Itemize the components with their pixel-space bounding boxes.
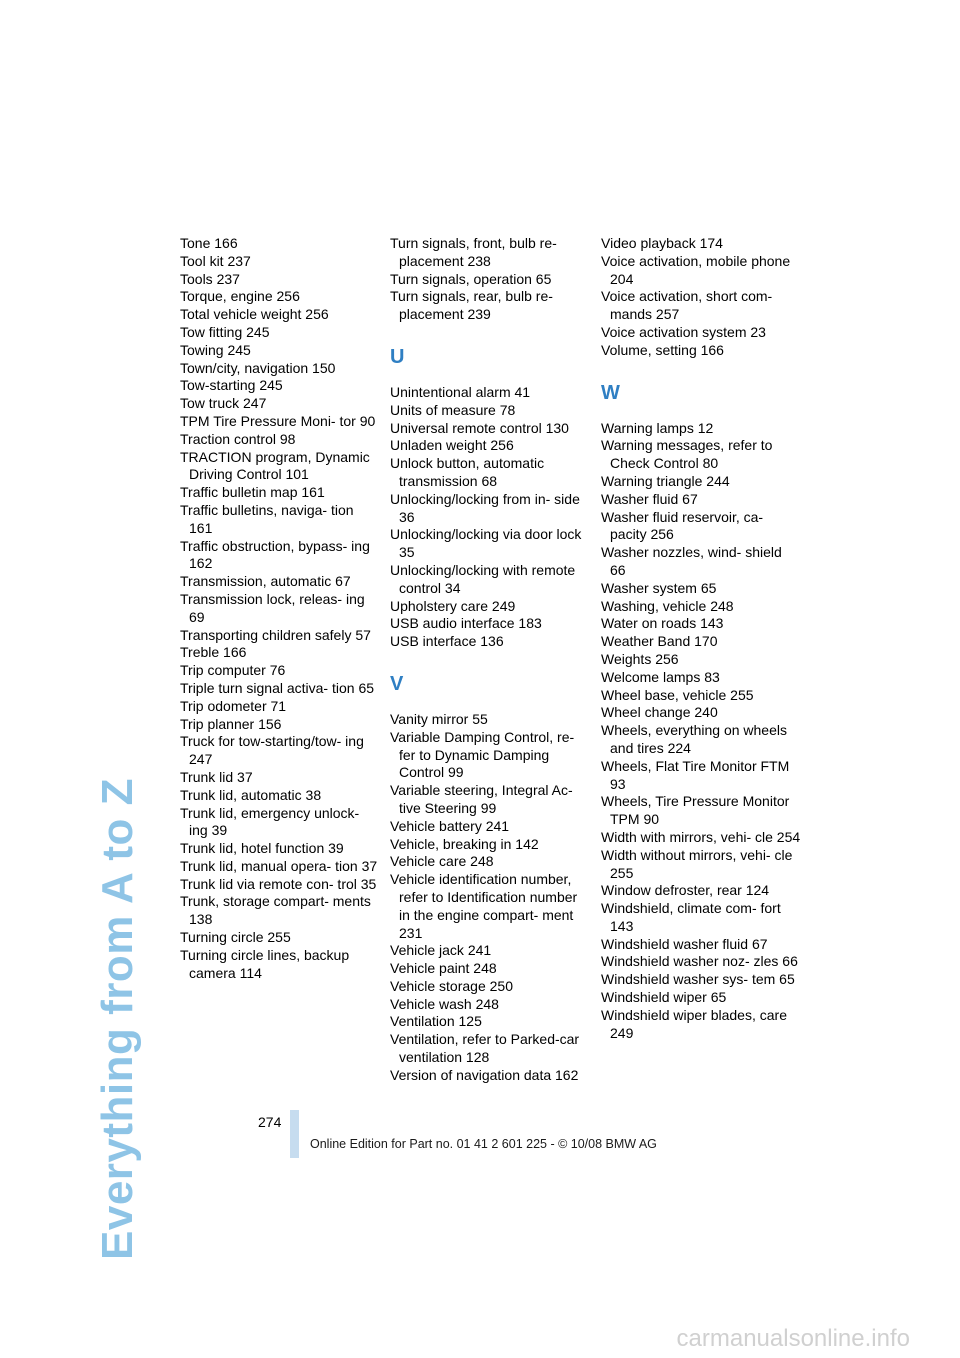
index-entry: Windshield washer fluid 67	[601, 935, 768, 952]
index-entry: Washer nozzles, wind- shield 66	[601, 544, 782, 578]
index-entry-list	[601, 235, 801, 360]
index-entry: Washer fluid reservoir, ca- pacity 256	[601, 508, 764, 543]
index-entry: Town/city, navigation 150	[180, 359, 336, 376]
index-entry: Traffic bulletins, naviga- tion 161	[180, 501, 354, 536]
index-entry: Transmission lock, releas- ing 69	[180, 590, 365, 625]
index-entry: Unlocking/locking with remote control 34	[390, 561, 576, 596]
index-entry: Trunk lid, emergency unlock- ing 39	[180, 804, 360, 839]
index-entry: Units of measure 78	[390, 401, 516, 418]
page-marker-bar	[290, 1110, 299, 1158]
index-entry: Trunk lid, automatic 38	[180, 786, 322, 803]
index-entry: Washer system 65	[601, 579, 717, 596]
index-entry: Wheel change 240	[601, 704, 718, 721]
index-entry: Volume, setting 166	[601, 341, 724, 358]
index-entry: Wheels, Flat Tire Monitor FTM 93	[601, 757, 790, 792]
index-entry: Width without mirrors, vehi- cle 255	[601, 846, 793, 881]
index-entry: Vehicle jack 241	[390, 942, 492, 959]
index-column-2	[390, 235, 590, 1085]
index-entry: Warning triangle 244	[601, 472, 730, 489]
index-entry: Trunk lid 37	[180, 768, 253, 785]
index-entry: Windshield washer noz- zles 66	[601, 953, 798, 970]
index-entry: Towing 245	[180, 341, 251, 358]
index-entry: Vehicle storage 250	[390, 977, 513, 994]
index-entry-list	[390, 711, 590, 1085]
index-entry: Windshield, climate com- fort 143	[601, 900, 781, 934]
index-entry: Windshield wiper 65	[601, 989, 727, 1006]
index-entry: Windshield washer sys- tem 65	[601, 971, 795, 988]
index-entry: Water on roads 143	[601, 615, 724, 632]
index-entry: Unintentional alarm 41	[390, 383, 531, 400]
index-entry: Voice activation, mobile phone 204	[601, 252, 791, 287]
index-entry: Traffic bulletin map 161	[180, 484, 325, 501]
index-entry: Turning circle lines, backup camera 114	[180, 946, 350, 981]
index-entry: Vehicle wash 248	[390, 995, 499, 1012]
index-entry: Unlocking/locking from in- side 36	[390, 490, 580, 525]
index-entry: Transporting children safely 57	[180, 626, 371, 643]
index-entry: Trunk lid via remote con- trol 35	[180, 875, 377, 892]
watermark: carmanualsonline.info	[676, 1325, 910, 1352]
index-entry: Variable Damping Control, re- fer to Dynamic Damping Control 99	[390, 728, 575, 781]
footer-edition-note: Online Edition for Part no. 01 41 2 601 225 - © 10/08 BMW AG	[310, 1137, 657, 1151]
index-entry: Trunk, storage compart- ments 138	[180, 893, 371, 928]
index-entry: Total vehicle weight 256	[180, 306, 329, 323]
index-entry: Ventilation 125	[390, 1013, 482, 1030]
index-entry: Version of navigation data 162	[390, 1066, 579, 1083]
index-entry: Upholstery care 249	[390, 597, 516, 614]
index-entry: Vehicle paint 248	[390, 960, 497, 977]
index-entry: Unladen weight 256	[390, 437, 514, 454]
index-entry: Treble 166	[180, 644, 247, 661]
index-entry: Trip computer 76	[180, 662, 286, 679]
index-entry: Unlock button, automatic transmission 68	[390, 455, 545, 489]
index-entry: Truck for tow-starting/tow- ing 247	[180, 733, 364, 768]
index-column-3	[601, 235, 801, 1042]
index-entry: USB audio interface 183	[390, 615, 542, 632]
index-entry-list	[601, 420, 801, 1043]
letter-heading-w: W	[601, 381, 620, 404]
index-entry: Unlocking/locking via door lock 35	[390, 526, 582, 561]
index-entry: Turn signals, rear, bulb re- placement 239	[390, 288, 553, 323]
index-entry: Washer fluid 67	[601, 490, 698, 507]
index-entry: Turn signals, operation 65	[390, 270, 552, 287]
index-entry: Tow truck 247	[180, 395, 267, 412]
letter-heading-v: V	[390, 672, 404, 695]
index-column-1	[180, 235, 380, 982]
index-entry: Wheels, Tire Pressure Monitor TPM 90	[601, 793, 790, 828]
index-entry: Tone 166	[180, 235, 238, 251]
index-entry: Tool kit 237	[180, 252, 251, 269]
index-entry: Trunk lid, hotel function 39	[180, 840, 344, 857]
index-entry: Triple turn signal activa- tion 65	[180, 679, 375, 696]
index-entry: TPM Tire Pressure Moni- tor 90	[180, 412, 376, 429]
index-entry: TRACTION program, Dynamic Driving Control 101	[180, 448, 370, 483]
index-entry: Windshield wiper blades, care 249	[601, 1006, 787, 1041]
index-entry: Vehicle, breaking in 142	[390, 835, 539, 852]
index-entry: Video playback 174	[601, 235, 723, 251]
page-number: 274	[258, 1114, 282, 1130]
index-entry: Tow fitting 245	[180, 323, 270, 340]
index-entry-list	[390, 384, 590, 651]
index-entry: Voice activation system 23	[601, 323, 766, 340]
index-entry: Warning messages, refer to Check Control 80	[601, 437, 773, 472]
index-entry: Ventilation, refer to Parked-car ventilation 128	[390, 1031, 580, 1066]
index-entry: Universal remote control 130	[390, 419, 569, 436]
index-entry: Turning circle 255	[180, 929, 291, 946]
index-entry: Window defroster, rear 124	[601, 882, 770, 899]
index-entry: Trip planner 156	[180, 715, 282, 732]
index-entry: Traffic obstruction, bypass- ing 162	[180, 537, 370, 572]
index-entry: Vehicle identification number, refer to Identification number in the engine compart- ment 231	[390, 871, 578, 941]
index-entry: Wheels, everything on wheels and tires 224	[601, 722, 787, 756]
index-entry: Welcome lamps 83	[601, 668, 720, 685]
index-entry: Vehicle battery 241	[390, 817, 510, 834]
index-entry: Tow-starting 245	[180, 377, 283, 394]
index-entry: Tools 237	[180, 270, 240, 287]
index-entry: Weights 256	[601, 650, 679, 667]
index-entry: Vanity mirror 55	[390, 710, 488, 727]
index-entry: Variable steering, Integral Ac- tive Steering 99	[390, 782, 573, 816]
index-entry: Trip odometer 71	[180, 697, 287, 714]
index-entry: Traction control 98	[180, 430, 296, 447]
index-entry: Vehicle care 248	[390, 853, 494, 870]
index-entry: Turn signals, front, bulb re- placement 238	[390, 235, 557, 269]
index-entry: Weather Band 170	[601, 633, 718, 650]
index-entry: Width with mirrors, vehi- cle 254	[601, 828, 801, 845]
index-entry: Warning lamps 12	[601, 419, 714, 436]
index-entry: Washing, vehicle 248	[601, 597, 734, 614]
index-entry-list	[180, 235, 380, 982]
index-entry: USB interface 136	[390, 633, 504, 650]
index-entry: Torque, engine 256	[180, 288, 300, 305]
letter-heading-u: U	[390, 345, 405, 368]
index-entry: Wheel base, vehicle 255	[601, 686, 754, 703]
section-side-title: Everything from A to Z	[93, 778, 142, 1260]
index-entry-list	[390, 235, 590, 324]
index-entry: Transmission, automatic 67	[180, 573, 351, 590]
index-entry: Voice activation, short com- mands 257	[601, 288, 773, 323]
index-entry: Trunk lid, manual opera- tion 37	[180, 857, 378, 874]
